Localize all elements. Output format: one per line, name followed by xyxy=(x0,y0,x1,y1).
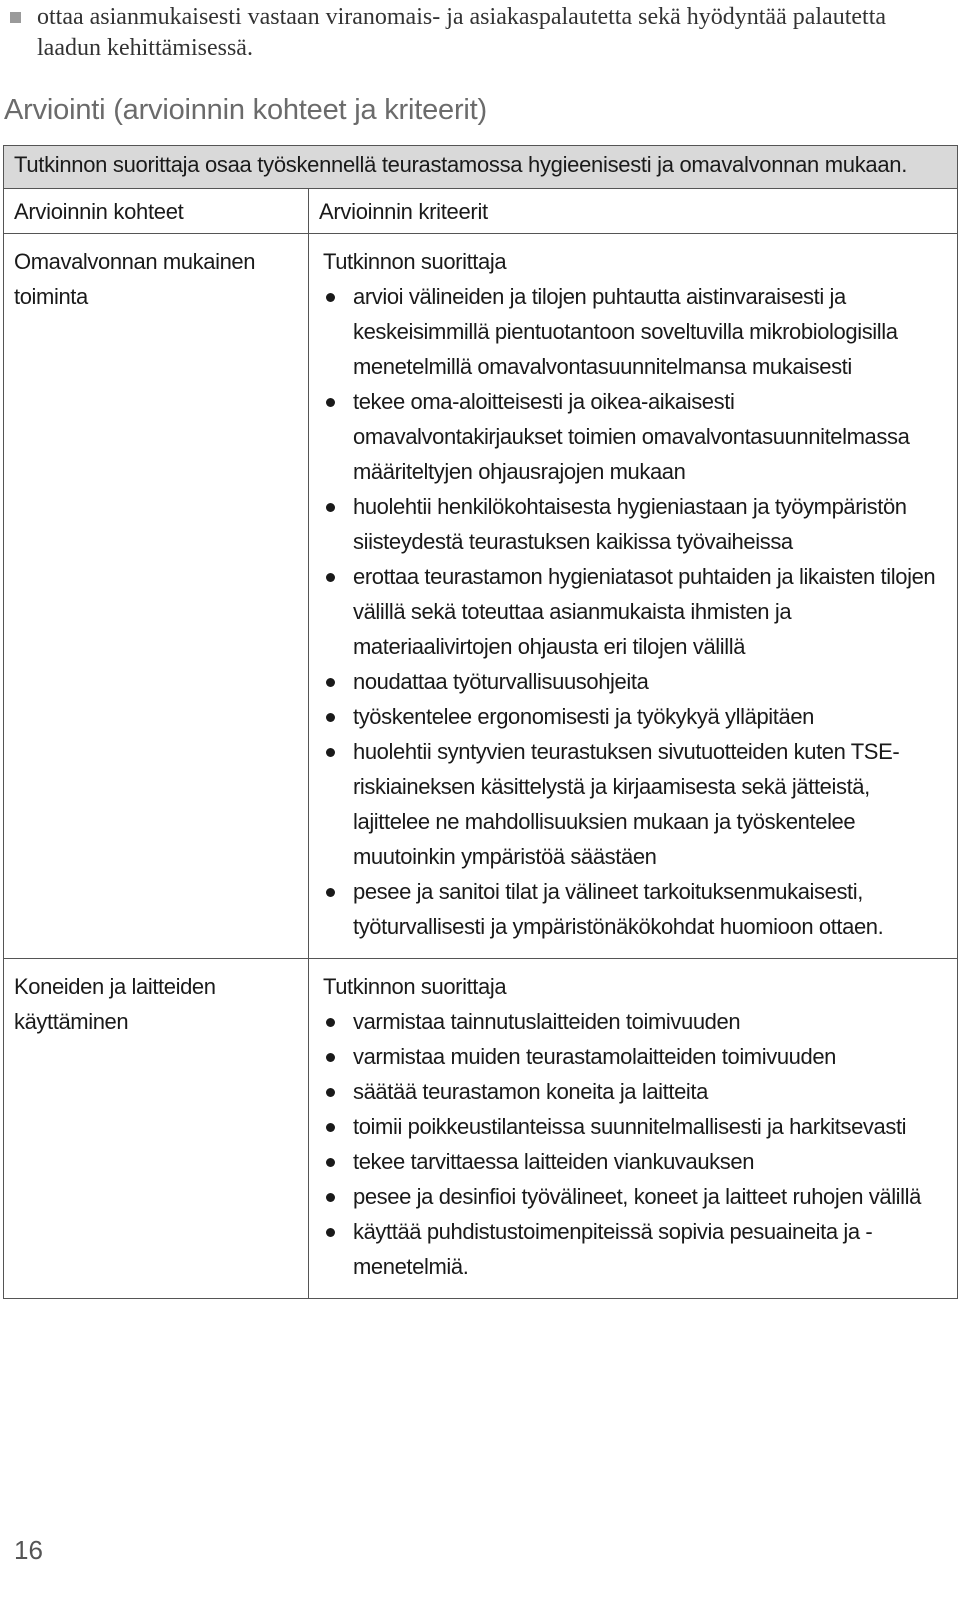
criteria-text: tekee tarvittaessa laitteiden viankuvauksen xyxy=(353,1149,755,1174)
bullet-dot-icon xyxy=(326,573,335,582)
criteria-item xyxy=(323,664,947,699)
criteria-text: työskentelee ergonomisesti ja työkykyä ylläpitäen xyxy=(353,704,814,729)
criteria-item xyxy=(323,1004,947,1039)
bullet-dot-icon xyxy=(326,1018,335,1027)
bullet-dot-icon xyxy=(326,293,335,302)
page-number: 16 xyxy=(14,1535,43,1565)
table-row xyxy=(4,234,958,959)
criteria-item xyxy=(323,489,947,559)
bullet-dot-icon xyxy=(326,678,335,687)
criteria-text: huolehtii syntyvien teurastuksen sivutuotteiden kuten TSE-riskiaineksen käsittelystä ja kirjaamisesta sekä jätteistä, lajittelee ne mahdollisuuksien mukaan ja työskentelee muutoinkin ympäristöä säästäen xyxy=(353,739,900,869)
bullet-dot-icon xyxy=(326,1053,335,1062)
criteria-item xyxy=(323,279,947,384)
criteria-item xyxy=(323,1214,947,1284)
criteria-item xyxy=(323,1144,947,1179)
table-row xyxy=(4,959,958,1299)
criteria-item xyxy=(323,384,947,489)
criteria-intro: Tutkinnon suorittaja xyxy=(323,974,507,999)
criteria-item xyxy=(323,1109,947,1144)
criteria-item xyxy=(323,1179,947,1214)
column-header-targets: Arvioinnin kohteet xyxy=(4,189,309,234)
assessment-target: Koneiden ja laitteiden käyttäminen xyxy=(4,959,309,1299)
criteria-intro: Tutkinnon suorittaja xyxy=(323,249,507,274)
assessment-target: Omavalvonnan mukainen toiminta xyxy=(4,234,309,959)
criteria-item xyxy=(323,1039,947,1074)
criteria-text: noudattaa työturvallisuusohjeita xyxy=(353,669,649,694)
column-header-criteria: Arvioinnin kriteerit xyxy=(309,189,958,234)
criteria-text: toimii poikkeustilanteissa suunnitelmallisesti ja harkitsevasti xyxy=(353,1114,907,1139)
bullet-dot-icon xyxy=(326,1158,335,1167)
assessment-criteria xyxy=(309,234,958,959)
top-bullet-text: ottaa asianmukaisesti vastaan viranomais- ja asiakaspalautetta sekä hyödyntää palautetta laadun kehittämisessä. xyxy=(37,4,887,61)
criteria-list xyxy=(323,279,947,944)
criteria-item xyxy=(323,874,947,944)
criteria-text: varmistaa muiden teurastamolaitteiden toimivuuden xyxy=(353,1044,836,1069)
top-bullet-item xyxy=(10,2,910,64)
criteria-item xyxy=(323,699,947,734)
assessment-table xyxy=(3,145,958,1299)
table-intro-text: Tutkinnon suorittaja osaa työskennellä teurastamossa hygieenisesti ja omavalvonnan mukaan. xyxy=(4,146,958,189)
criteria-item xyxy=(323,734,947,874)
bullet-dot-icon xyxy=(326,888,335,897)
section-heading: Arviointi (arvioinnin kohteet ja kriteerit) xyxy=(4,94,487,126)
criteria-list xyxy=(323,1004,947,1284)
square-bullet-icon xyxy=(10,12,21,23)
criteria-text: säätää teurastamon koneita ja laitteita xyxy=(353,1079,708,1104)
bullet-dot-icon xyxy=(326,713,335,722)
bullet-dot-icon xyxy=(326,1193,335,1202)
criteria-text: käyttää puhdistustoimenpiteissä sopivia pesuaineita ja -menetelmiä. xyxy=(353,1219,873,1279)
criteria-text: huolehtii henkilökohtaisesta hygieniastaan ja työympäristön siisteydestä teurastuksen kaikissa työvaiheissa xyxy=(353,494,907,554)
criteria-text: erottaa teurastamon hygieniatasot puhtaiden ja likaisten tilojen välillä sekä toteuttaa asianmukaista ihmisten ja materiaalivirtojen ohjausta eri tilojen välillä xyxy=(353,564,936,659)
criteria-text: pesee ja desinfioi työvälineet, koneet ja laitteet ruhojen välillä xyxy=(353,1184,921,1209)
bullet-dot-icon xyxy=(326,503,335,512)
criteria-item xyxy=(323,559,947,664)
criteria-text: varmistaa tainnutuslaitteiden toimivuuden xyxy=(353,1009,741,1034)
bullet-dot-icon xyxy=(326,1088,335,1097)
bullet-dot-icon xyxy=(326,398,335,407)
bullet-dot-icon xyxy=(326,748,335,757)
criteria-text: pesee ja sanitoi tilat ja välineet tarkoituksenmukaisesti, työturvallisesti ja ympäristönäkökohdat huomioon ottaen. xyxy=(353,879,884,939)
assessment-criteria xyxy=(309,959,958,1299)
criteria-text: tekee oma-aloitteisesti ja oikea-aikaisesti omavalvontakirjaukset toimien omavalvontasuunnitelmassa määriteltyjen ohjausrajojen mukaan xyxy=(353,389,910,484)
criteria-item xyxy=(323,1074,947,1109)
table-intro-row xyxy=(4,146,958,189)
bullet-dot-icon xyxy=(326,1228,335,1237)
table-header-row xyxy=(4,189,958,234)
criteria-text: arvioi välineiden ja tilojen puhtautta aistinvaraisesti ja keskeisimmillä pientuotantoon soveltuvilla mikrobiologisilla menetelmillä omavalvontasuunnitelmansa mukaisesti xyxy=(353,284,898,379)
bullet-dot-icon xyxy=(326,1123,335,1132)
